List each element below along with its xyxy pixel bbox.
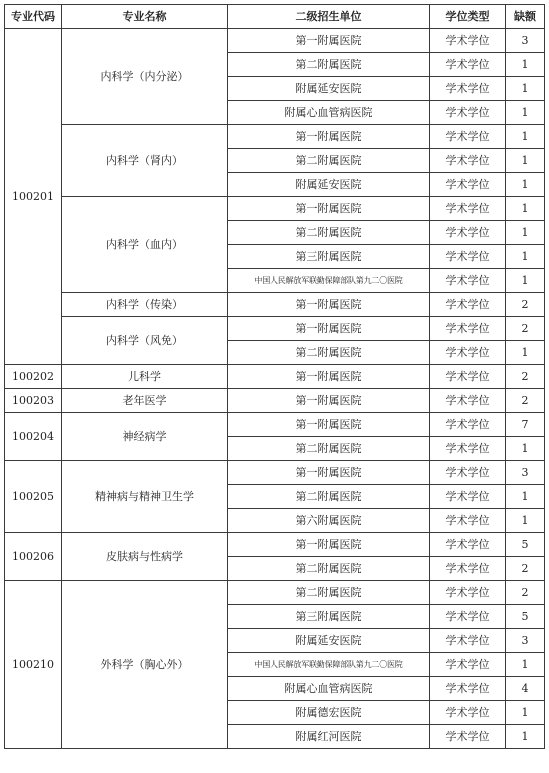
vacancy-cell: 2 <box>506 557 545 581</box>
major-name-cell: 神经病学 <box>62 413 228 461</box>
unit-cell: 第二附属医院 <box>228 485 430 509</box>
vacancy-table <box>4 4 545 749</box>
vacancy-table-container <box>4 4 545 749</box>
major-name-cell: 外科学（胸心外） <box>62 581 228 749</box>
major-name-cell: 皮肤病与性病学 <box>62 533 228 581</box>
vacancy-cell: 1 <box>506 653 545 677</box>
major-code-cell: 100201 <box>5 29 62 365</box>
vacancy-cell: 1 <box>506 125 545 149</box>
vacancy-cell: 5 <box>506 605 545 629</box>
degree-cell: 学术学位 <box>430 533 506 557</box>
degree-cell: 学术学位 <box>430 389 506 413</box>
degree-cell: 学术学位 <box>430 509 506 533</box>
degree-cell: 学术学位 <box>430 365 506 389</box>
header-major: 专业名称 <box>62 5 228 29</box>
vacancy-cell: 5 <box>506 533 545 557</box>
degree-cell: 学术学位 <box>430 413 506 437</box>
vacancy-cell: 2 <box>506 365 545 389</box>
degree-cell: 学术学位 <box>430 269 506 293</box>
table-row <box>5 365 545 389</box>
degree-cell: 学术学位 <box>430 341 506 365</box>
unit-cell: 第一附属医院 <box>228 197 430 221</box>
degree-cell: 学术学位 <box>430 725 506 749</box>
unit-cell: 第二附属医院 <box>228 581 430 605</box>
vacancy-cell: 2 <box>506 581 545 605</box>
vacancy-cell: 1 <box>506 485 545 509</box>
major-name-cell: 内科学（内分泌） <box>62 29 228 125</box>
unit-cell: 第二附属医院 <box>228 437 430 461</box>
unit-cell: 中国人民解放军联勤保障部队第九二〇医院 <box>228 653 430 677</box>
degree-cell: 学术学位 <box>430 221 506 245</box>
degree-cell: 学术学位 <box>430 125 506 149</box>
unit-cell: 第一附属医院 <box>228 461 430 485</box>
header-degree: 学位类型 <box>430 5 506 29</box>
degree-cell: 学术学位 <box>430 485 506 509</box>
header-code: 专业代码 <box>5 5 62 29</box>
vacancy-cell: 1 <box>506 245 545 269</box>
degree-cell: 学术学位 <box>430 605 506 629</box>
degree-cell: 学术学位 <box>430 149 506 173</box>
major-name-cell: 精神病与精神卫生学 <box>62 461 228 533</box>
vacancy-cell: 3 <box>506 461 545 485</box>
header-vacancy: 缺额 <box>506 5 545 29</box>
major-name-cell: 内科学（风免） <box>62 317 228 365</box>
table-row <box>5 413 545 437</box>
table-row <box>5 461 545 485</box>
table-row <box>5 581 545 605</box>
degree-cell: 学术学位 <box>430 461 506 485</box>
vacancy-cell: 1 <box>506 173 545 197</box>
unit-cell: 第一附属医院 <box>228 317 430 341</box>
vacancy-cell: 2 <box>506 389 545 413</box>
vacancy-cell: 1 <box>506 437 545 461</box>
major-name-cell: 儿科学 <box>62 365 228 389</box>
degree-cell: 学术学位 <box>430 29 506 53</box>
vacancy-cell: 1 <box>506 221 545 245</box>
major-code-cell: 100205 <box>5 461 62 533</box>
major-name-cell: 老年医学 <box>62 389 228 413</box>
vacancy-cell: 7 <box>506 413 545 437</box>
vacancy-cell: 4 <box>506 677 545 701</box>
degree-cell: 学术学位 <box>430 53 506 77</box>
major-code-cell: 100202 <box>5 365 62 389</box>
table-row <box>5 125 545 149</box>
unit-cell: 附属心血管病医院 <box>228 101 430 125</box>
major-name-cell: 内科学（肾内） <box>62 125 228 197</box>
unit-cell: 第二附属医院 <box>228 149 430 173</box>
vacancy-cell: 1 <box>506 269 545 293</box>
vacancy-cell: 1 <box>506 101 545 125</box>
unit-cell: 第二附属医院 <box>228 341 430 365</box>
major-code-cell: 100206 <box>5 533 62 581</box>
major-code-cell: 100204 <box>5 413 62 461</box>
major-code-cell: 100210 <box>5 581 62 749</box>
unit-cell: 第六附属医院 <box>228 509 430 533</box>
vacancy-cell: 1 <box>506 701 545 725</box>
unit-cell: 第一附属医院 <box>228 365 430 389</box>
vacancy-cell: 1 <box>506 149 545 173</box>
vacancy-cell: 1 <box>506 197 545 221</box>
vacancy-cell: 3 <box>506 629 545 653</box>
unit-cell: 第二附属医院 <box>228 221 430 245</box>
table-row <box>5 293 545 317</box>
degree-cell: 学术学位 <box>430 581 506 605</box>
unit-cell: 第二附属医院 <box>228 53 430 77</box>
vacancy-cell: 1 <box>506 509 545 533</box>
unit-cell: 第一附属医院 <box>228 125 430 149</box>
degree-cell: 学术学位 <box>430 677 506 701</box>
header-unit: 二级招生单位 <box>228 5 430 29</box>
unit-cell: 第三附属医院 <box>228 245 430 269</box>
unit-cell: 第一附属医院 <box>228 29 430 53</box>
unit-cell: 第一附属医院 <box>228 533 430 557</box>
degree-cell: 学术学位 <box>430 629 506 653</box>
unit-cell: 附属德宏医院 <box>228 701 430 725</box>
degree-cell: 学术学位 <box>430 293 506 317</box>
vacancy-cell: 1 <box>506 77 545 101</box>
degree-cell: 学术学位 <box>430 557 506 581</box>
unit-cell: 附属延安医院 <box>228 77 430 101</box>
table-row <box>5 29 545 53</box>
unit-cell: 第一附属医院 <box>228 413 430 437</box>
unit-cell: 第二附属医院 <box>228 557 430 581</box>
unit-cell: 第一附属医院 <box>228 389 430 413</box>
degree-cell: 学术学位 <box>430 701 506 725</box>
degree-cell: 学术学位 <box>430 653 506 677</box>
table-row <box>5 389 545 413</box>
degree-cell: 学术学位 <box>430 317 506 341</box>
unit-cell: 附属延安医院 <box>228 173 430 197</box>
vacancy-cell: 2 <box>506 293 545 317</box>
unit-cell: 附属延安医院 <box>228 629 430 653</box>
table-body <box>5 29 545 749</box>
table-row <box>5 317 545 341</box>
unit-cell: 中国人民解放军联勤保障部队第九二〇医院 <box>228 269 430 293</box>
degree-cell: 学术学位 <box>430 77 506 101</box>
header-row <box>5 5 545 29</box>
vacancy-cell: 1 <box>506 341 545 365</box>
degree-cell: 学术学位 <box>430 437 506 461</box>
unit-cell: 附属心血管病医院 <box>228 677 430 701</box>
vacancy-cell: 1 <box>506 725 545 749</box>
vacancy-cell: 2 <box>506 317 545 341</box>
degree-cell: 学术学位 <box>430 101 506 125</box>
unit-cell: 附属红河医院 <box>228 725 430 749</box>
vacancy-cell: 3 <box>506 29 545 53</box>
unit-cell: 第一附属医院 <box>228 293 430 317</box>
degree-cell: 学术学位 <box>430 245 506 269</box>
degree-cell: 学术学位 <box>430 173 506 197</box>
vacancy-cell: 1 <box>506 53 545 77</box>
unit-cell: 第三附属医院 <box>228 605 430 629</box>
major-code-cell: 100203 <box>5 389 62 413</box>
table-row <box>5 197 545 221</box>
degree-cell: 学术学位 <box>430 197 506 221</box>
major-name-cell: 内科学（血内） <box>62 197 228 293</box>
table-row <box>5 533 545 557</box>
major-name-cell: 内科学（传染） <box>62 293 228 317</box>
